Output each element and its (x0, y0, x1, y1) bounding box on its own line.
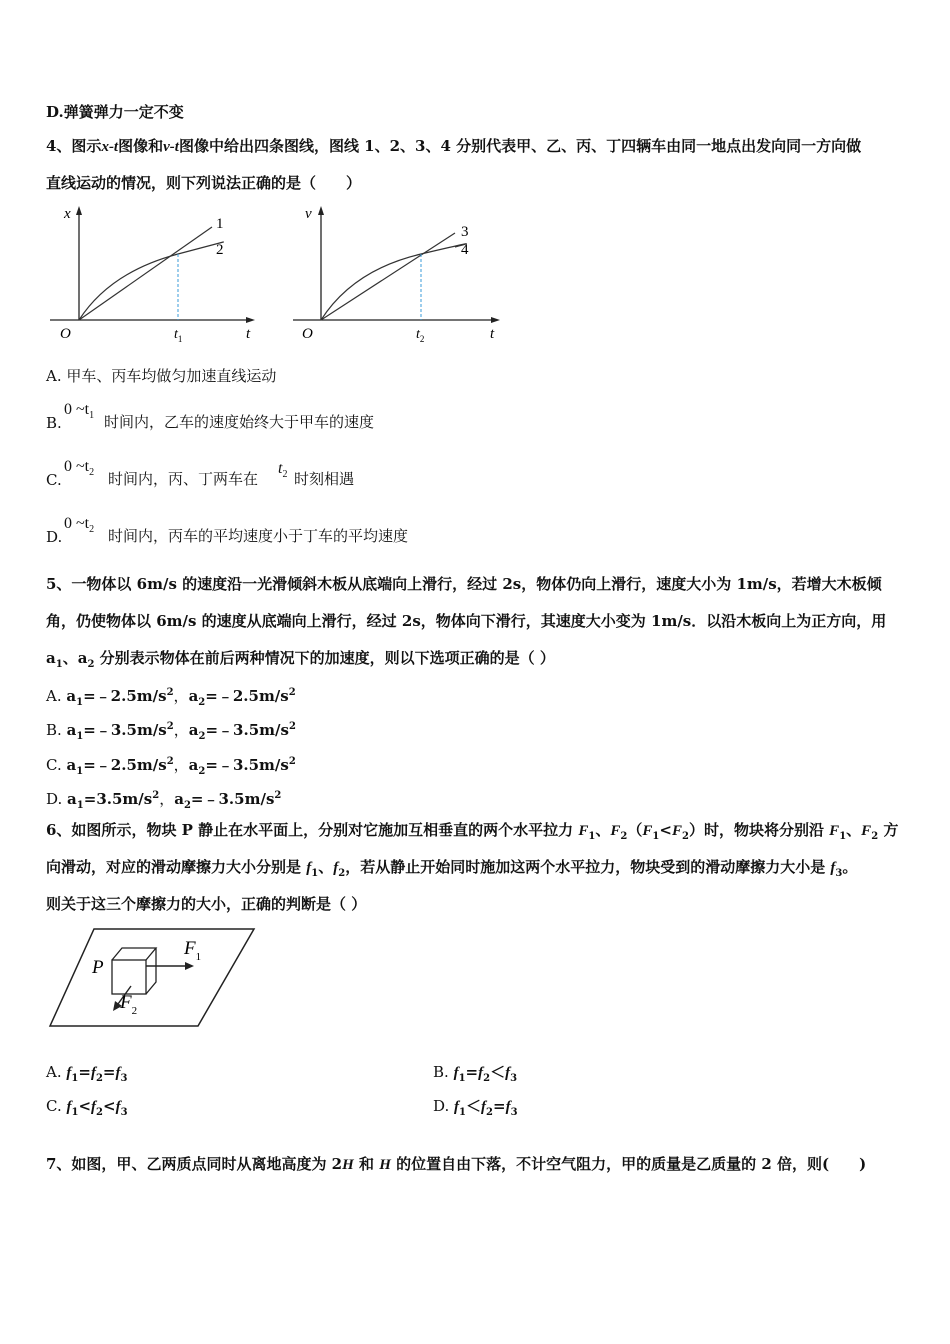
line-1 (79, 227, 212, 320)
x-arrow (246, 317, 255, 323)
tick-t2: $t_2$ (416, 327, 425, 344)
q6-block-figure (46, 926, 266, 1036)
line-label-1: 1 (216, 216, 224, 232)
force-label-f1: $F_1$ (184, 938, 202, 963)
line-label-4: 4 (461, 242, 469, 258)
option-label: C. (46, 471, 62, 489)
origin-label: O (60, 326, 71, 342)
option-text: 时间内，丙车的平均速度小于丁车的平均速度 (108, 527, 409, 545)
q6-option-a: A. $f_1=f_2=f_3$ (46, 1063, 128, 1084)
q5-option-a: A. $a_1=﹣2.5m/s^2$，$a_2=﹣2.5m/s^2$ (46, 687, 296, 708)
q4-option-a: A. 甲车、丙车均做匀加速直线运动 (46, 367, 277, 385)
option-label: D. (46, 528, 63, 546)
q4-vt-graph (293, 200, 513, 350)
q4-vt-label: v-t (163, 139, 179, 155)
force-label-f2: $F_2$ (120, 992, 138, 1017)
origin-label: O (302, 326, 313, 342)
force-arrowhead-f1 (185, 962, 194, 970)
q4-stem-part: 4、图示 (46, 137, 102, 155)
line-label-3: 3 (461, 224, 469, 240)
q6-option-b: B. $f_1=f_2<f_3$ (433, 1063, 518, 1084)
curve-2 (79, 242, 223, 320)
q4-stem-part: 图像和 (118, 137, 164, 155)
time-range: 0 $\sim t_1$ (64, 401, 95, 421)
q5-option-b: B. $a_1=﹣3.5m/s^2$，$a_2=﹣3.5m/s^2$ (46, 721, 296, 742)
line-label-2: 2 (216, 242, 224, 258)
q5-stem-line3: $a_1$、$a_2$ 分别表示物体在前后两种情况下的加速度，则以下选项正确的是（ ） (46, 649, 555, 670)
q5-option-d: D. $a_1=3.5m/s^2$，$a_2=﹣3.5m/s^2$ (46, 790, 282, 811)
q6-option-c: C. $f_1<f_2<f_3$ (46, 1097, 128, 1118)
tick-t1: $t_1$ (174, 327, 183, 344)
line-3 (321, 233, 455, 320)
q4-xt-graph (50, 200, 270, 350)
q4-stem-line1 (46, 136, 861, 157)
axis-label-x: x (64, 206, 71, 222)
time-range: 0 $\sim t_2$ (64, 458, 95, 478)
option-text: 时间内，乙车的速度始终大于甲车的速度 (104, 413, 375, 431)
q4-stem-line2: 直线运动的情况，则下列说法正确的是（ ） (46, 174, 362, 192)
q7-stem: 7、如图，甲、乙两质点同时从离地高度为 2H 和 H 的位置自由下落，不计空气阻力，甲的质量是乙质量的 2 倍，则( ) (46, 1155, 867, 1173)
q5-option-c: C. $a_1=﹣2.5m/s^2$，$a_2=﹣3.5m/s^2$ (46, 756, 296, 777)
horizontal-plane (50, 929, 254, 1026)
x-arrow (491, 317, 500, 323)
q5-stem-line1: 5、一物体以 6m/s 的速度沿一光滑倾斜木板从底端向上滑行，经过 2s，物体仍向上滑行，速度大小为 1m/s，若增大木板倾 (46, 575, 882, 593)
time-range: 0 $\sim t_2$ (64, 515, 95, 535)
axis-label-t: t (490, 326, 495, 342)
y-arrow (318, 206, 324, 215)
q6-stem-line3: 则关于这三个摩擦力的大小，正确的判断是（ ） (46, 895, 367, 913)
axis-label-v: v (305, 206, 312, 222)
q3-option-d: D.弹簧弹力一定不变 (46, 103, 184, 121)
y-arrow (76, 206, 82, 215)
block-label-p: P (92, 957, 104, 978)
q6-option-d: D. $f_1<f_2=f_3$ (433, 1097, 518, 1118)
option-text: 时间内，丙、丁两车在 (108, 470, 259, 488)
option-label: B. (46, 414, 62, 432)
q4-xt-label: x-t (101, 139, 119, 155)
option-text: 时刻相遇 (294, 470, 355, 488)
cube-block (112, 948, 156, 994)
axis-label-t: t (246, 326, 251, 342)
q4-stem-part: 图像中给出四条图线，图线 1、2、3、4 分别代表甲、乙、丙、丁四辆车由同一地点出发向同一方向做 (178, 137, 862, 155)
time-t2: $t_2$ (278, 460, 288, 480)
curve-4 (321, 244, 466, 320)
q6-stem-line2: 向滑动，对应的滑动摩擦力大小分别是 $f_1$、$f_2$，若从静止开始同时施加这两个水平拉力，物块受到的滑动摩擦力大小是 $f_3$。 (46, 858, 858, 879)
q5-stem-line2: 角，仍使物体以 6m/s 的速度从底端向上滑行，经过 2s，物体向下滑行，其速度大小变为 1m/s．以沿木板向上为正方向，用 (46, 612, 887, 630)
q6-stem-line1: 6、如图所示，物块 P 静止在水平面上，分别对它施加互相垂直的两个水平拉力 $F_1$、$F_2(F_1<F_2)$时，物块将分别沿 $F_1$、$F_2$ 方 (46, 821, 899, 842)
